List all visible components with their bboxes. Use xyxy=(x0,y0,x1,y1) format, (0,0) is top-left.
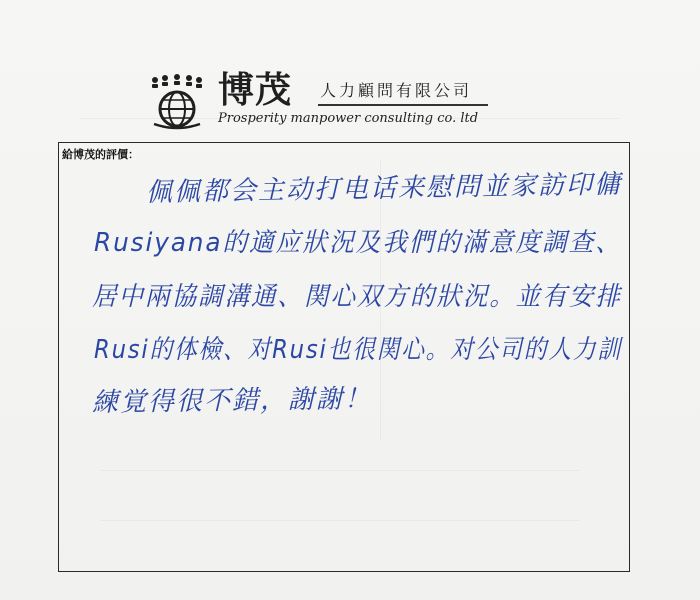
handwriting-line: 居中兩協調溝通、関心双方的狀況。並有安排 xyxy=(92,282,622,312)
company-english-name: Prosperity manpower consulting co. ltd xyxy=(218,111,479,126)
handwriting-line: 佩佩都会主动打电话来慰問並家訪印傭 xyxy=(145,169,623,208)
company-subtitle: 人力顧問有限公司 xyxy=(320,81,473,100)
globe-logo-icon xyxy=(146,74,208,130)
evaluation-label: 給博茂的評價： xyxy=(62,148,139,161)
handwriting-line: Rusiyana的適应狀況及我們的滿意度調查、 xyxy=(94,228,622,258)
handwriting-line: 練覚得很不錯，謝謝！ xyxy=(91,384,373,418)
header-divider xyxy=(318,104,488,106)
handwriting-line: Rusi的体檢、对Rusi也很関心。对公司的人力訓 xyxy=(94,335,622,365)
company-name: 博茂 xyxy=(218,69,293,111)
